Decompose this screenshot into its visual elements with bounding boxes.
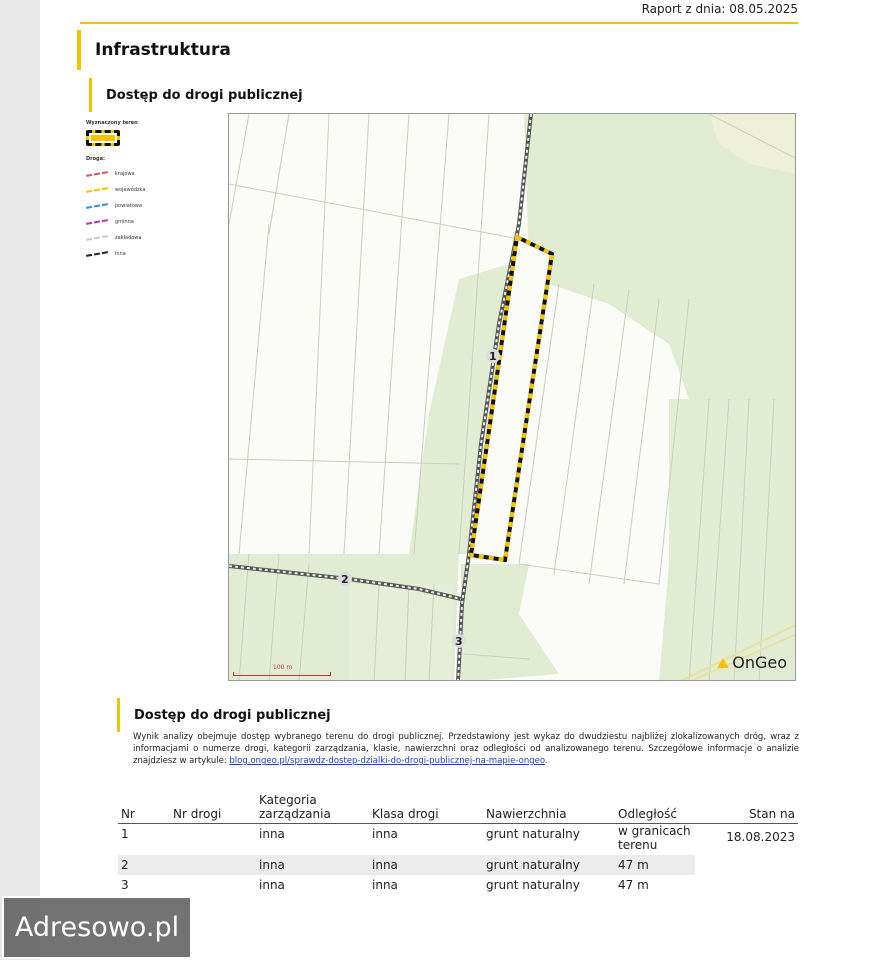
legend-item-label: gminna (115, 219, 134, 225)
legend-item (86, 198, 176, 214)
table-section-title: Dostęp do drogi publicznej (134, 707, 331, 723)
map-view[interactable] (228, 113, 796, 681)
legend-item (86, 166, 176, 182)
legend-item (86, 182, 176, 198)
section-header (77, 30, 231, 70)
cell-nr-drogi (170, 855, 256, 875)
legend-item (86, 214, 176, 230)
road-label: 1 (489, 350, 497, 363)
legend-line-icon (86, 251, 108, 257)
cell-odleglosc: 47 m (618, 878, 649, 892)
roads-table (118, 793, 798, 895)
cell-nr: 1 (121, 827, 129, 841)
analysis-description (133, 731, 799, 767)
cell-nr: 3 (121, 878, 129, 892)
map-scale (233, 664, 331, 676)
adresowo-watermark (2, 896, 192, 959)
scale-bar (233, 672, 331, 676)
ongeo-logo-text: OnGeo (732, 653, 787, 672)
cell-kategoria: inna (259, 827, 285, 841)
description-text: Wynik analizy obejmuje dostęp wybranego terenu do drogi publicznej. Przedstawiony jest wykaz do dwudziestu najbliżej zlokalizowanych dróg, wraz z informacjami o numerze drogi, kategorii zarządzania, klasie, nawierzchni oraz odległości od analizowanego terenu. Szczegółowe informacje o analizie znajdziesz w artykule: (133, 732, 799, 766)
scale-label: 100 m (273, 664, 293, 671)
legend-area-title: Wyznaczony teren (86, 120, 138, 126)
cell-nawierzchnia: grunt naturalny (483, 855, 615, 875)
cell-stan: 18.08.2023 (726, 830, 795, 844)
map-canvas (229, 114, 796, 681)
header-odleglosc: Odległość (615, 793, 695, 824)
cell-klasa: inna (372, 827, 398, 841)
cell-klasa: inna (372, 878, 398, 892)
cell-odleglosc: w granicach terenu (618, 824, 691, 852)
cell-kategoria: inna (259, 878, 285, 892)
table-row (118, 875, 798, 895)
cell-nawierzchnia: grunt naturalny (486, 878, 580, 892)
header-stan: Stan na (695, 793, 798, 824)
legend-item-label: powiatowa (115, 203, 142, 209)
map-section-title: Dostęp do drogi publicznej (106, 87, 303, 103)
table-section-header (117, 698, 331, 732)
cell-odleglosc: 47 m (615, 855, 695, 875)
legend-line-icon (86, 171, 108, 177)
legend-item-label: inna (115, 251, 126, 257)
cell-nr-drogi (170, 875, 256, 895)
link-suffix: . (544, 756, 548, 766)
map-legend (86, 120, 176, 262)
table-row (118, 824, 798, 856)
header-kategoria: Kategoria zarządzania (256, 793, 369, 824)
legend-item-label: zakładowa (115, 235, 142, 241)
legend-area-swatch (86, 130, 120, 146)
legend-item (86, 230, 176, 246)
ongeo-logo (717, 653, 787, 672)
section-title: Infrastruktura (95, 40, 231, 60)
cell-nawierzchnia: grunt naturalny (486, 827, 580, 841)
ongeo-logo-icon (717, 658, 729, 668)
road-label: 3 (455, 635, 463, 648)
header-nr: Nr (118, 793, 170, 824)
watermark-text: Adresowo.pl (14, 912, 180, 943)
cell-nr-drogi (170, 824, 256, 856)
legend-line-icon (86, 219, 108, 225)
map-section-header (89, 78, 303, 112)
header-nawierzchnia: Nawierzchnia (483, 793, 615, 824)
cell-nr: 2 (118, 855, 170, 875)
table-header-row (118, 793, 798, 824)
legend-item-label: wojewódzka (115, 187, 146, 193)
cell-stan (695, 855, 798, 875)
legend-item-label: krajowa (115, 171, 135, 177)
legend-item (86, 246, 176, 262)
header-rule (80, 22, 798, 24)
legend-line-icon (86, 203, 108, 209)
legend-line-icon (86, 235, 108, 241)
header-klasa: Klasa drogi (369, 793, 483, 824)
cell-stan (695, 875, 798, 895)
header-nr-drogi: Nr drogi (170, 793, 256, 824)
cell-klasa: inna (369, 855, 483, 875)
legend-line-icon (86, 187, 108, 193)
road-label: 2 (341, 573, 349, 586)
legend-road-title: Droga: (86, 156, 106, 162)
table-row (118, 855, 798, 875)
article-link[interactable]: blog.ongeo.pl/sprawdz-dostep-dzialki-do-drogi-publicznej-na-mapie-ongeo (229, 756, 545, 766)
cell-kategoria: inna (256, 855, 369, 875)
report-date: Raport z dnia: 08.05.2025 (641, 2, 798, 16)
